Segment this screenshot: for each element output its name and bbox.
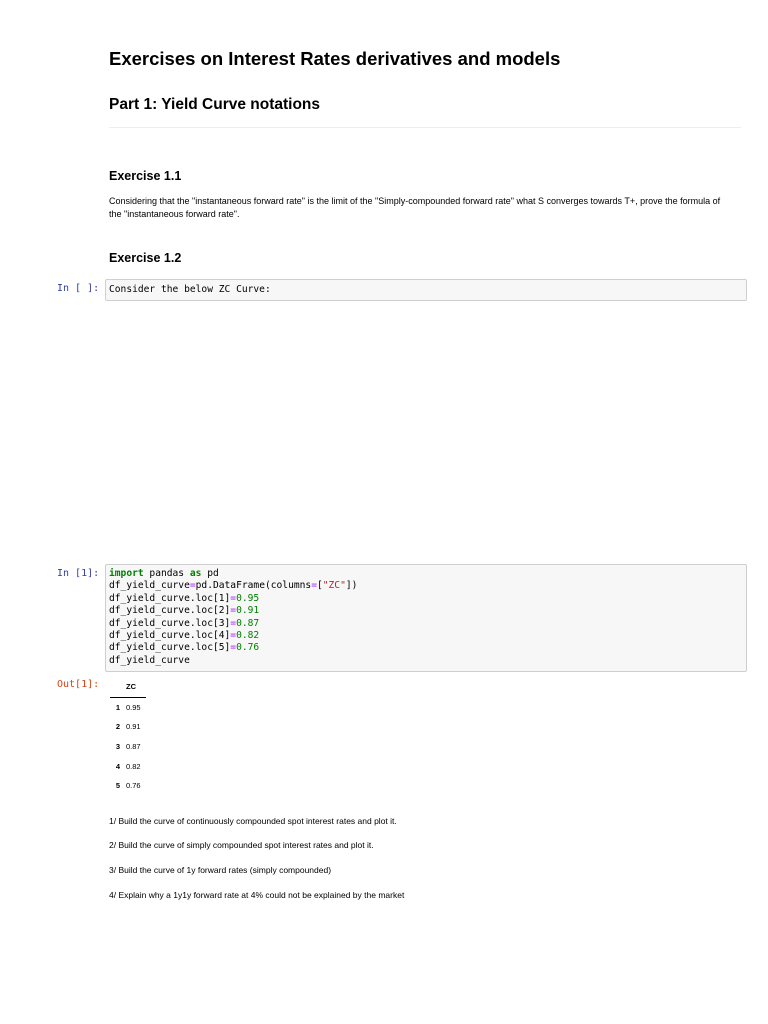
code-number: 0.91 [236,605,260,617]
dataframe-output [110,677,146,796]
code-number: 0.82 [236,630,260,642]
table-row [110,776,146,796]
code-cell[interactable] [105,564,747,672]
code-text: df_yield_curve [109,580,190,592]
table-row [110,737,146,757]
code-keyword: as [189,568,202,579]
code-number: 0.87 [236,617,260,629]
input-prompt: In [1]: [57,568,100,579]
row-index: 3 [115,742,120,752]
cell-source: Consider the below ZC Curve: [109,284,271,295]
code-text: pd.DataFrame(columns [195,580,312,592]
code-text: pandas [143,568,190,579]
table-row [110,756,146,776]
output-prompt: Out[1]: [57,679,100,690]
code-text: df_yield_curve.loc[4] [109,630,231,642]
exercise-1-1-heading: Exercise 1.1 [109,169,182,183]
code-operator: = [230,630,237,642]
row-index: 2 [115,722,120,732]
row-index: 5 [115,781,120,791]
code-operator: = [189,580,196,592]
code-number: 0.76 [236,642,260,654]
code-keyword: import [109,568,144,579]
row-value: 0.91 [126,722,141,732]
question-1: 1/ Build the curve of continuously compounded spot interest rates and plot it. [109,816,397,826]
row-value: 0.82 [126,761,141,771]
column-header: ZC [126,677,146,697]
code-operator: = [230,617,237,629]
input-prompt: In [ ]: [57,283,100,294]
code-text: df_yield_curve.loc[1] [109,592,231,604]
row-value: 0.87 [126,742,141,752]
notebook-title: Exercises on Interest Rates derivatives and models [109,48,561,69]
exercise-1-1-text: Considering that the "instantaneous forward rate" is the limit of the "Simply-compounded forward rate" what S converges towards T+, prove the formula of the "instantaneous forward rate". [109,196,721,219]
code-operator: = [230,642,237,654]
code-text: df_yield_curve.loc[2] [109,605,231,617]
section-divider [109,127,741,128]
code-number: 0.95 [236,592,260,604]
part-heading: Part 1: Yield Curve notations [109,96,321,113]
question-4: 4/ Explain why a 1y1y forward rate at 4% could not be explained by the market [109,890,405,900]
code-text: ]) [345,580,358,592]
code-text: pd [201,568,219,579]
table-row [110,697,146,717]
row-index: 1 [115,702,120,712]
table-header-row [110,677,146,697]
code-text: df_yield_curve.loc[3] [109,617,231,629]
code-operator: = [230,605,237,617]
question-3: 3/ Build the curve of 1y forward rates (simply compounded) [109,865,332,875]
row-index: 4 [115,761,120,771]
question-2: 2/ Build the curve of simply compounded spot interest rates and plot it. [109,840,374,850]
code-text: df_yield_curve.loc[5] [109,642,231,654]
code-string: "ZC" [322,580,346,592]
index-header [110,677,126,697]
dataframe-table [110,677,146,796]
code-text: df_yield_curve [109,654,190,666]
code-operator: = [230,592,237,604]
row-value: 0.76 [126,781,141,791]
cell-source [109,568,357,667]
exercise-1-2-heading: Exercise 1.2 [109,251,182,265]
code-operator: = [311,580,317,592]
code-text: [ [316,580,323,592]
table-row [110,717,146,737]
code-cell[interactable] [105,279,747,301]
row-value: 0.95 [126,702,141,712]
